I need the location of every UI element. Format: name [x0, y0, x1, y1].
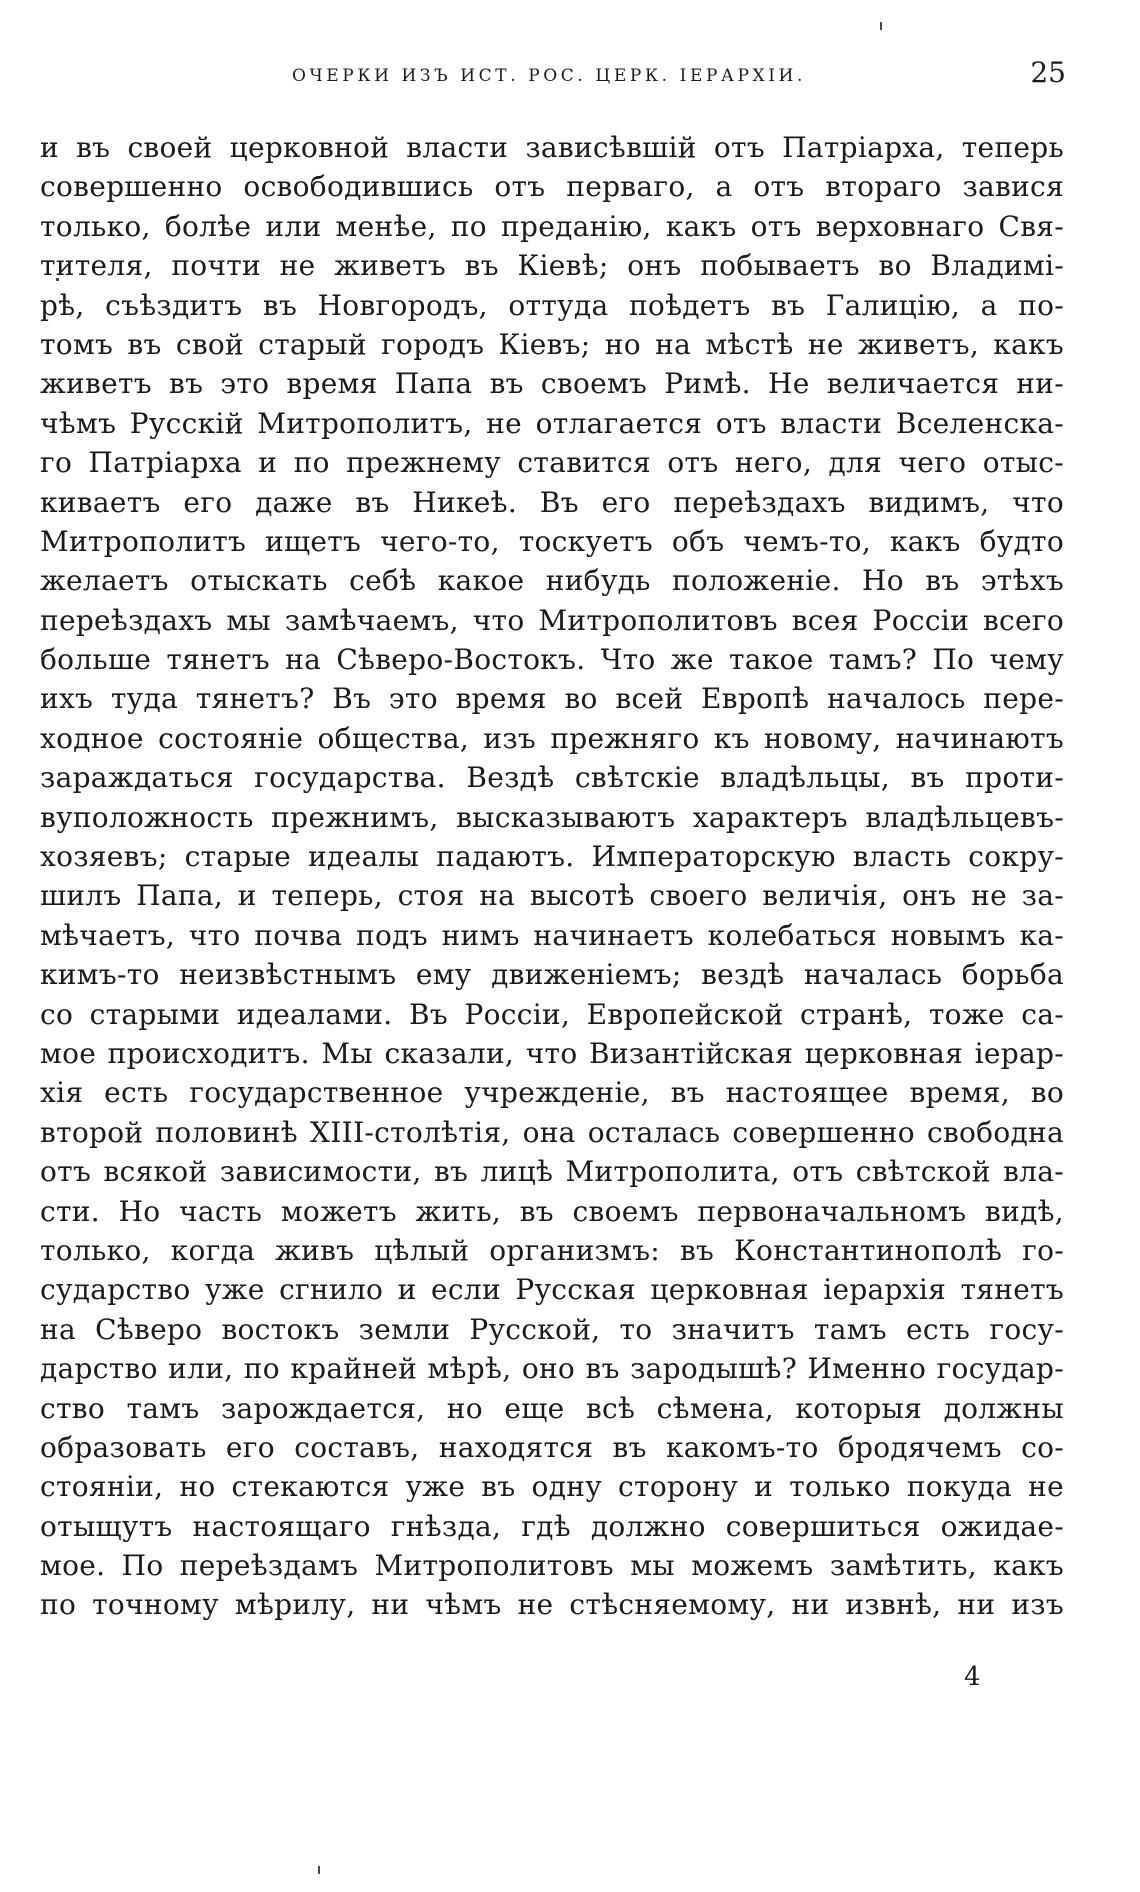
- text-line: желаетъ отыскать себѣ какое нибудь положеніе. Но въ этѣхъ: [40, 564, 1064, 598]
- scan-mark: [880, 22, 882, 30]
- text-line: дарство или, по крайней мѣрѣ, оно въ зародышѣ? Именно государ-: [40, 1352, 1064, 1386]
- text-line: кимъ-то неизвѣстнымъ ему движеніемъ; вездѣ началась борьба: [40, 958, 1064, 992]
- text-line: со старыми идеалами. Въ Россіи, Европейской странѣ, тоже са-: [40, 997, 1064, 1031]
- text-line: образовать его составъ, находятся въ какомъ-то бродячемъ со-: [40, 1430, 1064, 1464]
- text-line: вуположность прежнимъ, высказываютъ характеръ владѣльцевъ-: [40, 800, 1064, 834]
- text-line: совершенно освободившись отъ перваго, а отъ втораго завися: [40, 170, 1064, 204]
- text-line: второй половинѣ XIII-столѣтія, она осталась совершенно свободна: [40, 1115, 1064, 1149]
- text-line: рѣ, съѣздитъ въ Новгородъ, оттуда поѣдетъ въ Галицію, а по-: [40, 288, 1064, 322]
- page-header: [278, 56, 1068, 96]
- text-line: шилъ Папа, и теперь, стоя на высотѣ своего величія, онъ не за-: [40, 879, 1064, 913]
- text-line: на Сѣверо востокъ земли Русской, то значитъ тамъ есть госу-: [40, 1312, 1064, 1346]
- text-line: томъ въ свой старый городъ Кіевъ; но на мѣстѣ не живетъ, какъ: [40, 327, 1064, 361]
- text-line: и въ своей церковной власти зависѣвшій отъ Патріарха, теперь: [40, 131, 1064, 164]
- text-line: отъ всякой зависимости, въ лицѣ Митрополита, отъ свѣтской вла-: [40, 1155, 1064, 1189]
- text-line: больше тянетъ на Сѣверо-Востокъ. Что же такое тамъ? По чему: [40, 643, 1064, 677]
- text-line: сти. Но часть можетъ жить, въ своемъ первоначальномъ видѣ,: [40, 1194, 1064, 1228]
- text-line: переѣздахъ мы замѣчаемъ, что Митрополитовъ всея Россіи всего: [40, 603, 1064, 637]
- text-line: хія есть государственное учрежденіе, въ настоящее время, во: [40, 1076, 1064, 1110]
- text-line: киваетъ его даже въ Никеѣ. Въ его переѣздахъ видимъ, что: [40, 485, 1064, 519]
- text-line: только, когда живъ цѣлый организмъ: въ Константинополѣ го-: [40, 1233, 1064, 1267]
- text-line: сударство уже сгнило и если Русская церковная іерархія тянетъ: [40, 1273, 1064, 1307]
- text-line: чѣмъ Русскій Митрополитъ, не отлагается отъ власти Вселенска-: [40, 406, 1064, 440]
- text-line: отыщутъ настоящаго гнѣзда, гдѣ должно совершиться ожидае-: [40, 1509, 1064, 1543]
- text-line: ство тамъ зарождается, но еще всѣ сѣмена, которыя должны: [40, 1391, 1064, 1425]
- text-line: Митрополитъ ищетъ чего-то, тоскуетъ объ чемъ-то, какъ будто: [40, 524, 1064, 558]
- text-line: хозяевъ; старые идеалы падаютъ. Императорскую власть сокру-: [40, 840, 1064, 874]
- text-line: по точному мѣрилу, ни чѣмъ не стѣсняемому, ни извнѣ, ни изъ: [40, 1588, 1064, 1622]
- text-line: го Патріарха и по прежнему ставится отъ него, для чего отыс-: [40, 446, 1064, 480]
- body-text: [40, 128, 1064, 1625]
- text-line: мѣчаетъ, что почва подъ нимъ начинаетъ колебаться новымъ ка-: [40, 918, 1064, 952]
- scan-mark: [318, 1866, 320, 1874]
- text-line: только, болѣе или менѣе, по преданію, какъ отъ верховнаго Свя-: [40, 209, 1064, 243]
- text-line: ходное состояніе общества, изъ прежняго къ новому, начинаютъ: [40, 721, 1064, 755]
- text-line: живетъ въ это время Папа въ своемъ Римѣ. Не величается ни-: [40, 367, 1064, 401]
- page-number: 25: [1030, 56, 1066, 89]
- signature-mark: 4: [964, 1662, 981, 1692]
- text-line: тителя, почти не живетъ въ Кіевѣ; онъ побываетъ во Владимі-: [40, 249, 1064, 283]
- text-line: мое происходитъ. Мы сказали, что Византійская церковная іерар-: [40, 1036, 1064, 1070]
- text-line: зараждаться государства. Вездѣ свѣтскіе владѣльцы, въ проти-: [40, 761, 1064, 795]
- text-line: ихъ туда тянетъ? Въ это время во всей Европѣ началось пере-: [40, 682, 1064, 716]
- text-line: мое. По переѣздамъ Митрополитовъ мы можемъ замѣтить, какъ: [40, 1549, 1064, 1583]
- running-title: ОЧЕРКИ ИЗЪ ИСТ. РОС. ЦЕРК. ІЕРАРХІИ.: [292, 66, 806, 86]
- text-line: стояніи, но стекаются уже въ одну сторону и только покуда не: [40, 1470, 1064, 1504]
